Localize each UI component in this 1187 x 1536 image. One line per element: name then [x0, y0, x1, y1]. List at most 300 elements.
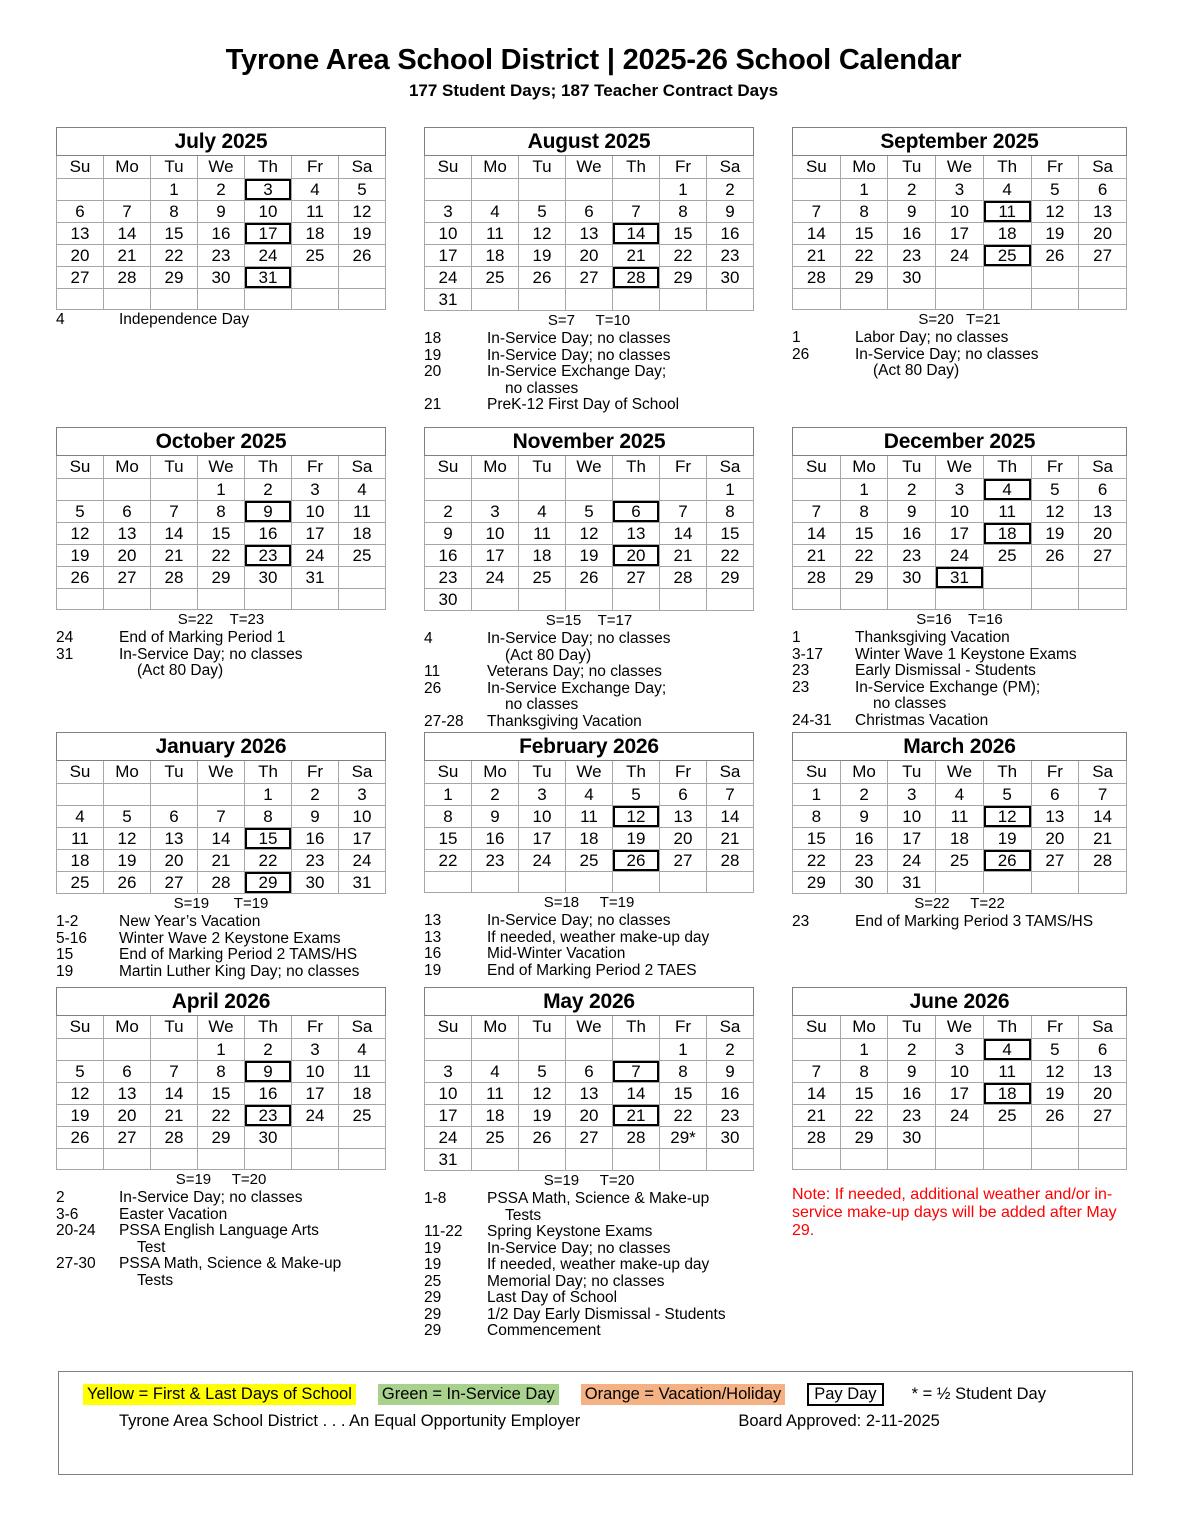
- day-cell[interactable]: 10: [472, 523, 519, 545]
- day-cell[interactable]: 10: [519, 806, 566, 828]
- day-cell[interactable]: 19: [613, 828, 660, 850]
- day-cell[interactable]: 16: [245, 1083, 292, 1105]
- day-cell[interactable]: 6: [566, 201, 613, 223]
- day-cell[interactable]: 2: [707, 1039, 754, 1061]
- day-cell[interactable]: 21: [660, 545, 707, 567]
- day-cell[interactable]: 11: [472, 223, 519, 245]
- day-cell[interactable]: 25: [983, 245, 1031, 267]
- day-cell[interactable]: 18: [292, 223, 339, 245]
- day-cell[interactable]: 19: [104, 850, 151, 872]
- day-cell[interactable]: 24: [888, 850, 936, 872]
- day-cell[interactable]: 10: [292, 1061, 339, 1083]
- day-cell[interactable]: 18: [472, 245, 519, 267]
- day-cell[interactable]: 30: [707, 267, 754, 289]
- day-cell[interactable]: 5: [983, 784, 1031, 806]
- day-cell[interactable]: 12: [1031, 1061, 1079, 1083]
- day-cell[interactable]: 14: [613, 223, 660, 245]
- day-cell[interactable]: 8: [198, 501, 245, 523]
- day-cell[interactable]: 18: [983, 1083, 1031, 1105]
- day-cell[interactable]: 14: [660, 523, 707, 545]
- day-cell[interactable]: 25: [472, 1127, 519, 1149]
- day-cell[interactable]: 4: [472, 201, 519, 223]
- day-cell[interactable]: 9: [888, 201, 936, 223]
- day-cell[interactable]: 27: [57, 267, 104, 289]
- day-cell[interactable]: 31: [292, 567, 339, 589]
- day-cell[interactable]: 3: [472, 501, 519, 523]
- day-cell[interactable]: 9: [425, 523, 472, 545]
- day-cell[interactable]: 25: [566, 850, 613, 872]
- day-cell[interactable]: 8: [660, 1061, 707, 1083]
- day-cell[interactable]: 28: [104, 267, 151, 289]
- day-cell[interactable]: 7: [1079, 784, 1127, 806]
- day-cell[interactable]: 16: [707, 1083, 754, 1105]
- day-cell[interactable]: 8: [840, 201, 888, 223]
- day-cell[interactable]: 17: [245, 223, 292, 245]
- day-cell[interactable]: 27: [1031, 850, 1079, 872]
- day-cell[interactable]: 6: [104, 1061, 151, 1083]
- day-cell[interactable]: 20: [660, 828, 707, 850]
- day-cell[interactable]: 26: [1031, 245, 1079, 267]
- day-cell[interactable]: 24: [339, 850, 386, 872]
- day-cell[interactable]: 9: [707, 1061, 754, 1083]
- day-cell[interactable]: 31: [425, 289, 472, 311]
- day-cell[interactable]: 27: [613, 567, 660, 589]
- day-cell[interactable]: 6: [1079, 479, 1127, 501]
- day-cell[interactable]: 9: [198, 201, 245, 223]
- day-cell[interactable]: 2: [425, 501, 472, 523]
- day-cell[interactable]: 24: [936, 545, 984, 567]
- day-cell[interactable]: 26: [57, 1127, 104, 1149]
- day-cell[interactable]: 16: [245, 523, 292, 545]
- day-cell[interactable]: 24: [936, 1105, 984, 1127]
- day-cell[interactable]: 11: [339, 501, 386, 523]
- day-cell[interactable]: 20: [613, 545, 660, 567]
- day-cell[interactable]: 1: [793, 784, 841, 806]
- day-cell[interactable]: 19: [519, 1105, 566, 1127]
- day-cell[interactable]: 7: [707, 784, 754, 806]
- day-cell[interactable]: 12: [104, 828, 151, 850]
- day-cell[interactable]: 10: [888, 806, 936, 828]
- day-cell[interactable]: 4: [936, 784, 984, 806]
- day-cell[interactable]: 11: [519, 523, 566, 545]
- day-cell[interactable]: 22: [245, 850, 292, 872]
- day-cell[interactable]: 28: [793, 1127, 841, 1149]
- day-cell[interactable]: 21: [793, 545, 841, 567]
- day-cell[interactable]: 29: [840, 567, 888, 589]
- day-cell[interactable]: 19: [1031, 223, 1079, 245]
- day-cell[interactable]: 12: [1031, 501, 1079, 523]
- day-cell[interactable]: 23: [888, 545, 936, 567]
- day-cell[interactable]: 4: [983, 479, 1031, 501]
- day-cell[interactable]: 6: [566, 1061, 613, 1083]
- day-cell[interactable]: 20: [57, 245, 104, 267]
- day-cell[interactable]: 12: [519, 223, 566, 245]
- day-cell[interactable]: 9: [888, 1061, 936, 1083]
- day-cell[interactable]: 28: [707, 850, 754, 872]
- day-cell[interactable]: 27: [104, 1127, 151, 1149]
- day-cell[interactable]: 5: [1031, 1039, 1079, 1061]
- day-cell[interactable]: 13: [104, 1083, 151, 1105]
- day-cell[interactable]: 11: [936, 806, 984, 828]
- day-cell[interactable]: 29: [840, 1127, 888, 1149]
- day-cell[interactable]: 17: [292, 1083, 339, 1105]
- day-cell[interactable]: 14: [613, 1083, 660, 1105]
- day-cell[interactable]: 15: [245, 828, 292, 850]
- day-cell[interactable]: 23: [292, 850, 339, 872]
- day-cell[interactable]: 6: [1079, 1039, 1127, 1061]
- day-cell[interactable]: 31: [245, 267, 292, 289]
- day-cell[interactable]: 20: [151, 850, 198, 872]
- day-cell[interactable]: 3: [292, 1039, 339, 1061]
- day-cell[interactable]: 7: [793, 201, 841, 223]
- day-cell[interactable]: 21: [104, 245, 151, 267]
- day-cell[interactable]: 29: [198, 567, 245, 589]
- day-cell[interactable]: 6: [1031, 784, 1079, 806]
- day-cell[interactable]: 16: [888, 523, 936, 545]
- day-cell[interactable]: 5: [57, 501, 104, 523]
- day-cell[interactable]: 18: [339, 1083, 386, 1105]
- day-cell[interactable]: 23: [840, 850, 888, 872]
- day-cell[interactable]: 17: [519, 828, 566, 850]
- day-cell[interactable]: 30: [888, 1127, 936, 1149]
- day-cell[interactable]: 18: [983, 523, 1031, 545]
- day-cell[interactable]: 1: [660, 1039, 707, 1061]
- day-cell[interactable]: 27: [660, 850, 707, 872]
- day-cell[interactable]: 29: [793, 872, 841, 894]
- day-cell[interactable]: 5: [339, 179, 386, 201]
- day-cell[interactable]: 5: [613, 784, 660, 806]
- day-cell[interactable]: 25: [339, 545, 386, 567]
- day-cell[interactable]: 12: [1031, 201, 1079, 223]
- day-cell[interactable]: 14: [151, 523, 198, 545]
- day-cell[interactable]: 10: [425, 223, 472, 245]
- day-cell[interactable]: 17: [292, 523, 339, 545]
- day-cell[interactable]: 2: [888, 1039, 936, 1061]
- day-cell[interactable]: 14: [793, 1083, 841, 1105]
- day-cell[interactable]: 19: [1031, 523, 1079, 545]
- day-cell[interactable]: 20: [1079, 1083, 1127, 1105]
- day-cell[interactable]: 24: [292, 1105, 339, 1127]
- day-cell[interactable]: 22: [198, 545, 245, 567]
- day-cell[interactable]: 10: [936, 1061, 984, 1083]
- day-cell[interactable]: 10: [936, 201, 984, 223]
- day-cell[interactable]: 12: [339, 201, 386, 223]
- day-cell[interactable]: 8: [840, 501, 888, 523]
- day-cell[interactable]: 20: [1031, 828, 1079, 850]
- day-cell[interactable]: 26: [519, 267, 566, 289]
- day-cell[interactable]: 5: [519, 1061, 566, 1083]
- day-cell[interactable]: 18: [472, 1105, 519, 1127]
- day-cell[interactable]: 8: [151, 201, 198, 223]
- day-cell[interactable]: 3: [339, 784, 386, 806]
- day-cell[interactable]: 15: [425, 828, 472, 850]
- day-cell[interactable]: 23: [425, 567, 472, 589]
- day-cell[interactable]: 23: [707, 245, 754, 267]
- day-cell[interactable]: 17: [936, 1083, 984, 1105]
- day-cell[interactable]: 4: [292, 179, 339, 201]
- day-cell[interactable]: 5: [519, 201, 566, 223]
- day-cell[interactable]: 16: [888, 223, 936, 245]
- day-cell[interactable]: 2: [888, 179, 936, 201]
- day-cell[interactable]: 29: [198, 1127, 245, 1149]
- day-cell[interactable]: 13: [613, 523, 660, 545]
- day-cell[interactable]: 11: [339, 1061, 386, 1083]
- day-cell[interactable]: 14: [1079, 806, 1127, 828]
- day-cell[interactable]: 8: [840, 1061, 888, 1083]
- day-cell[interactable]: 10: [292, 501, 339, 523]
- day-cell[interactable]: 16: [425, 545, 472, 567]
- day-cell[interactable]: 20: [104, 1105, 151, 1127]
- day-cell[interactable]: 9: [888, 501, 936, 523]
- day-cell[interactable]: 1: [660, 179, 707, 201]
- day-cell[interactable]: 6: [57, 201, 104, 223]
- day-cell[interactable]: 17: [888, 828, 936, 850]
- day-cell[interactable]: 5: [104, 806, 151, 828]
- day-cell[interactable]: 15: [840, 1083, 888, 1105]
- day-cell[interactable]: 26: [1031, 545, 1079, 567]
- day-cell[interactable]: 24: [245, 245, 292, 267]
- day-cell[interactable]: 8: [660, 201, 707, 223]
- day-cell[interactable]: 7: [151, 501, 198, 523]
- day-cell[interactable]: 11: [292, 201, 339, 223]
- day-cell[interactable]: 13: [566, 1083, 613, 1105]
- day-cell[interactable]: 17: [936, 523, 984, 545]
- day-cell[interactable]: 12: [983, 806, 1031, 828]
- day-cell[interactable]: 21: [613, 245, 660, 267]
- day-cell[interactable]: 7: [198, 806, 245, 828]
- day-cell[interactable]: 27: [1079, 545, 1127, 567]
- day-cell[interactable]: 18: [566, 828, 613, 850]
- day-cell[interactable]: 6: [151, 806, 198, 828]
- day-cell[interactable]: 10: [425, 1083, 472, 1105]
- day-cell[interactable]: 4: [566, 784, 613, 806]
- day-cell[interactable]: 3: [519, 784, 566, 806]
- day-cell[interactable]: 22: [425, 850, 472, 872]
- day-cell[interactable]: 9: [707, 201, 754, 223]
- day-cell[interactable]: 17: [472, 545, 519, 567]
- day-cell[interactable]: 22: [198, 1105, 245, 1127]
- day-cell[interactable]: 25: [519, 567, 566, 589]
- day-cell[interactable]: 17: [425, 245, 472, 267]
- day-cell[interactable]: 30: [292, 872, 339, 894]
- day-cell[interactable]: 26: [1031, 1105, 1079, 1127]
- day-cell[interactable]: 21: [707, 828, 754, 850]
- day-cell[interactable]: 24: [425, 1127, 472, 1149]
- day-cell[interactable]: 8: [425, 806, 472, 828]
- day-cell[interactable]: 30: [425, 589, 472, 611]
- day-cell[interactable]: 24: [519, 850, 566, 872]
- day-cell[interactable]: 1: [707, 479, 754, 501]
- day-cell[interactable]: 27: [566, 267, 613, 289]
- day-cell[interactable]: 16: [472, 828, 519, 850]
- day-cell[interactable]: 29: [151, 267, 198, 289]
- day-cell[interactable]: 16: [888, 1083, 936, 1105]
- day-cell[interactable]: 7: [104, 201, 151, 223]
- day-cell[interactable]: 9: [840, 806, 888, 828]
- day-cell[interactable]: 15: [660, 223, 707, 245]
- day-cell[interactable]: 22: [793, 850, 841, 872]
- day-cell[interactable]: 22: [840, 245, 888, 267]
- day-cell[interactable]: 3: [425, 201, 472, 223]
- day-cell[interactable]: 15: [198, 523, 245, 545]
- day-cell[interactable]: 2: [245, 1039, 292, 1061]
- day-cell[interactable]: 7: [660, 501, 707, 523]
- day-cell[interactable]: 11: [566, 806, 613, 828]
- day-cell[interactable]: 14: [793, 223, 841, 245]
- day-cell[interactable]: 1: [425, 784, 472, 806]
- day-cell[interactable]: 12: [519, 1083, 566, 1105]
- day-cell[interactable]: 7: [613, 1061, 660, 1083]
- day-cell[interactable]: 22: [707, 545, 754, 567]
- day-cell[interactable]: 23: [888, 245, 936, 267]
- day-cell[interactable]: 21: [793, 1105, 841, 1127]
- day-cell[interactable]: 15: [840, 223, 888, 245]
- day-cell[interactable]: 21: [793, 245, 841, 267]
- day-cell[interactable]: 20: [1079, 523, 1127, 545]
- day-cell[interactable]: 16: [707, 223, 754, 245]
- day-cell[interactable]: 15: [707, 523, 754, 545]
- day-cell[interactable]: 26: [566, 567, 613, 589]
- day-cell[interactable]: 18: [519, 545, 566, 567]
- day-cell[interactable]: 25: [472, 267, 519, 289]
- day-cell[interactable]: 10: [339, 806, 386, 828]
- day-cell[interactable]: 27: [151, 872, 198, 894]
- day-cell[interactable]: 4: [339, 1039, 386, 1061]
- day-cell[interactable]: 21: [198, 850, 245, 872]
- day-cell[interactable]: 12: [566, 523, 613, 545]
- day-cell[interactable]: 26: [339, 245, 386, 267]
- day-cell[interactable]: 16: [292, 828, 339, 850]
- day-cell[interactable]: 1: [198, 479, 245, 501]
- day-cell[interactable]: 15: [660, 1083, 707, 1105]
- day-cell[interactable]: 6: [660, 784, 707, 806]
- day-cell[interactable]: 4: [339, 479, 386, 501]
- day-cell[interactable]: 29: [707, 567, 754, 589]
- day-cell[interactable]: 30: [245, 1127, 292, 1149]
- day-cell[interactable]: 29: [245, 872, 292, 894]
- day-cell[interactable]: 1: [151, 179, 198, 201]
- day-cell[interactable]: 18: [339, 523, 386, 545]
- day-cell[interactable]: 30: [198, 267, 245, 289]
- day-cell[interactable]: 9: [245, 1061, 292, 1083]
- day-cell[interactable]: 9: [292, 806, 339, 828]
- day-cell[interactable]: 17: [425, 1105, 472, 1127]
- day-cell[interactable]: 23: [198, 245, 245, 267]
- day-cell[interactable]: 12: [613, 806, 660, 828]
- day-cell[interactable]: 15: [793, 828, 841, 850]
- day-cell[interactable]: 30: [245, 567, 292, 589]
- day-cell[interactable]: 13: [1031, 806, 1079, 828]
- day-cell[interactable]: 21: [1079, 828, 1127, 850]
- day-cell[interactable]: 11: [983, 501, 1031, 523]
- day-cell[interactable]: 8: [198, 1061, 245, 1083]
- day-cell[interactable]: 14: [793, 523, 841, 545]
- day-cell[interactable]: 7: [151, 1061, 198, 1083]
- day-cell[interactable]: 6: [104, 501, 151, 523]
- day-cell[interactable]: 11: [57, 828, 104, 850]
- day-cell[interactable]: 12: [57, 1083, 104, 1105]
- day-cell[interactable]: 31: [339, 872, 386, 894]
- day-cell[interactable]: 24: [292, 545, 339, 567]
- day-cell[interactable]: 13: [1079, 201, 1127, 223]
- day-cell[interactable]: 26: [519, 1127, 566, 1149]
- day-cell[interactable]: 2: [840, 784, 888, 806]
- day-cell[interactable]: 3: [292, 479, 339, 501]
- day-cell[interactable]: 4: [519, 501, 566, 523]
- day-cell[interactable]: 13: [660, 806, 707, 828]
- day-cell[interactable]: 1: [840, 179, 888, 201]
- day-cell[interactable]: 13: [151, 828, 198, 850]
- day-cell[interactable]: 23: [707, 1105, 754, 1127]
- day-cell[interactable]: 8: [245, 806, 292, 828]
- day-cell[interactable]: 20: [566, 245, 613, 267]
- day-cell[interactable]: 20: [104, 545, 151, 567]
- day-cell[interactable]: 7: [793, 1061, 841, 1083]
- day-cell[interactable]: 29: [660, 267, 707, 289]
- day-cell[interactable]: 18: [936, 828, 984, 850]
- day-cell[interactable]: 30: [888, 267, 936, 289]
- day-cell[interactable]: 11: [983, 201, 1031, 223]
- day-cell[interactable]: 14: [104, 223, 151, 245]
- day-cell[interactable]: 1: [840, 479, 888, 501]
- day-cell[interactable]: 22: [151, 245, 198, 267]
- day-cell[interactable]: 1: [245, 784, 292, 806]
- day-cell[interactable]: 26: [613, 850, 660, 872]
- day-cell[interactable]: 13: [1079, 501, 1127, 523]
- day-cell[interactable]: 21: [613, 1105, 660, 1127]
- day-cell[interactable]: 23: [245, 1105, 292, 1127]
- day-cell[interactable]: 5: [1031, 179, 1079, 201]
- day-cell[interactable]: 27: [1079, 245, 1127, 267]
- day-cell[interactable]: 19: [57, 1105, 104, 1127]
- day-cell[interactable]: 24: [425, 267, 472, 289]
- day-cell[interactable]: 30: [707, 1127, 754, 1149]
- day-cell[interactable]: 28: [613, 1127, 660, 1149]
- day-cell[interactable]: 4: [983, 179, 1031, 201]
- day-cell[interactable]: 22: [660, 1105, 707, 1127]
- day-cell[interactable]: 18: [57, 850, 104, 872]
- day-cell[interactable]: 21: [151, 545, 198, 567]
- day-cell[interactable]: 19: [1031, 1083, 1079, 1105]
- day-cell[interactable]: 5: [566, 501, 613, 523]
- day-cell[interactable]: 31: [936, 567, 984, 589]
- day-cell[interactable]: 17: [339, 828, 386, 850]
- day-cell[interactable]: 13: [566, 223, 613, 245]
- day-cell[interactable]: 18: [983, 223, 1031, 245]
- day-cell[interactable]: 4: [472, 1061, 519, 1083]
- day-cell[interactable]: 19: [339, 223, 386, 245]
- day-cell[interactable]: 25: [339, 1105, 386, 1127]
- day-cell[interactable]: 10: [936, 501, 984, 523]
- day-cell[interactable]: 10: [245, 201, 292, 223]
- day-cell[interactable]: 14: [198, 828, 245, 850]
- day-cell[interactable]: 22: [840, 1105, 888, 1127]
- day-cell[interactable]: 31: [425, 1149, 472, 1171]
- day-cell[interactable]: 25: [983, 1105, 1031, 1127]
- day-cell[interactable]: 21: [151, 1105, 198, 1127]
- day-cell[interactable]: 28: [793, 267, 841, 289]
- day-cell[interactable]: 29*: [660, 1127, 707, 1149]
- day-cell[interactable]: 12: [57, 523, 104, 545]
- day-cell[interactable]: 22: [840, 545, 888, 567]
- day-cell[interactable]: 17: [936, 223, 984, 245]
- day-cell[interactable]: 19: [983, 828, 1031, 850]
- day-cell[interactable]: 20: [566, 1105, 613, 1127]
- day-cell[interactable]: 28: [660, 567, 707, 589]
- day-cell[interactable]: 3: [936, 479, 984, 501]
- day-cell[interactable]: 28: [151, 1127, 198, 1149]
- day-cell[interactable]: 1: [198, 1039, 245, 1061]
